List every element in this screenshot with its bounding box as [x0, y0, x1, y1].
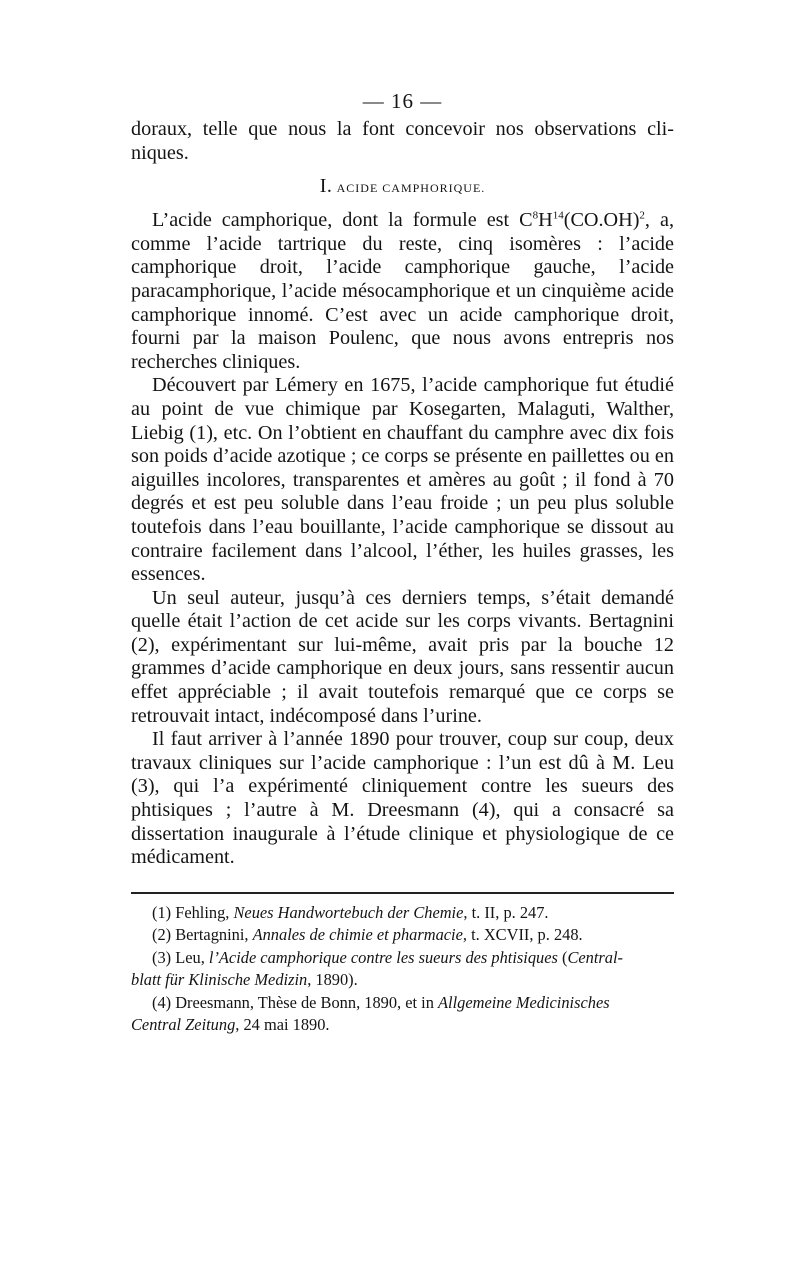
formula-sup-2: 14 — [552, 209, 564, 222]
section-title: ACIDE CAMPHORIQUE. — [336, 181, 486, 196]
footnote-4-post: , 24 mai 1890. — [235, 1015, 330, 1035]
paragraph-4: Il faut arriver à l’année 1890 pour trouver, coup sur coup, deux travaux cliniques sur l’acide camphorique : l’un est dû à M. Leu (3), qui l’a expérimenté cliniquement contre les sueurs des phtisiques ; l’autre à M. Dreesmann (4), qui a consacré sa dissertation inaugurale à l’étude clinique et physiologique de ce médicament. — [131, 728, 674, 869]
footnote-3-journal-a: Central- — [567, 947, 623, 967]
footnote-1-pre: (1) Fehling, — [152, 902, 234, 922]
footnote-2-pre: (2) Bertagnini, — [152, 925, 253, 945]
page-number: — 16 — — [362, 89, 443, 113]
paragraph-2: Découvert par Lémery en 1675, l’acide camphorique fut étudié au point de vue chimique par Kosegarten, Malaguti, Walther, Liebig (1), etc. On l’obtient en chauffant du camphre avec dix fois son poids d’acide azotique ; ce corps se présente en paillettes ou en aiguilles incolores, transparentes et amères au goût ; il fond à 70 degrés et est peu soluble dans l’eau froide ; un peu plus soluble toutefois dans l’eau bouillante, l’acide camphorique se dissout au contraire facilement dans l’alcool, l’éther, les huiles grasses, les essences. — [131, 374, 674, 586]
formula-group: (CO.OH) — [563, 209, 640, 232]
footnote-2-post: , t. XCVII, p. 248. — [462, 925, 583, 945]
intro-line-1: doraux, telle que nous la font concevoir nos observations cli- — [131, 118, 674, 140]
paragraph-1 — [131, 209, 674, 374]
footnote-4-journal-b: Central Zeitung — [131, 1015, 236, 1035]
footnote-1 — [131, 902, 674, 925]
footnote-3-pre: (3) Leu, — [152, 947, 209, 967]
footnote-2-title: Annales de chimie et pharmacie — [252, 925, 463, 945]
footnote-1-title: Neues Handwortebuch der Chemie — [233, 902, 464, 922]
footnote-3-mid: ( — [557, 947, 568, 967]
para1-before-formula: L’acide camphorique, dont la formule est C — [152, 209, 533, 232]
footnote-4-journal-a: Allgemeine Medicinisches — [438, 992, 610, 1012]
section-number: I. — [319, 175, 333, 198]
intro-paragraph — [131, 118, 674, 165]
para1-after-formula: , a, comme l’acide tartrique du reste, cinq isomères : l’acide camphorique droit, l’acide camphorique gauche, l’acide paracamphorique, l’acide mésocamphorique et un cinquième acide camphorique innomé. C’est avec un acide camphorique droit, fourni par la maison Poulenc, que nous avons entrepris nos recherches cliniques. — [131, 209, 675, 373]
footnote-3-journal-b: blatt für Klinische Medizin — [131, 970, 308, 990]
footnote-1-post: , t. II, p. 247. — [463, 902, 549, 922]
footnote-4-pre: (4) Dreesmann, Thèse de Bonn, 1890, et in — [152, 992, 439, 1012]
footnote-3 — [131, 947, 674, 992]
section-heading — [131, 175, 674, 199]
footnote-divider — [131, 892, 674, 894]
formula-h: H — [538, 209, 553, 232]
book-page — [131, 86, 674, 1037]
footnote-2 — [131, 924, 674, 947]
intro-line-2: niques. — [131, 141, 189, 164]
footnote-3-title: l’Acide camphorique contre les sueurs des phtisiques — [208, 947, 558, 967]
footnote-4 — [131, 992, 674, 1037]
formula-sup-1: 8 — [532, 209, 539, 222]
footnote-3-post: , 1890). — [307, 970, 358, 990]
formula-sup-3: 2 — [639, 209, 645, 222]
paragraph-3: Un seul auteur, jusqu’à ces derniers temps, s’était demandé quelle était l’action de cet acide sur les corps vivants. Bertagnini (2), expérimentant sur lui-même, avait pris par la bouche 12 grammes d’acide camphorique en deux jours, sans ressentir aucun effet appréciable ; il avait toutefois remarqué que ce corps se retrouvait intact, indécomposé dans l’urine. — [131, 586, 674, 727]
